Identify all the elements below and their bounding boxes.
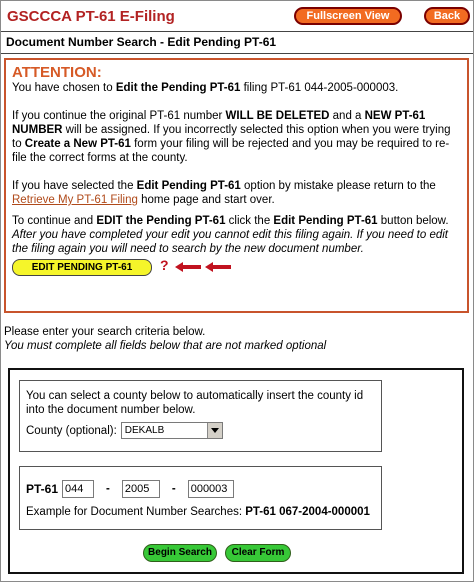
dash-separator: - xyxy=(171,483,176,495)
back-button[interactable]: Back xyxy=(424,7,470,25)
county-id-input[interactable]: 044 xyxy=(62,480,94,498)
left-arrow-icon xyxy=(205,261,231,273)
county-selected-value: DEKALB xyxy=(124,425,165,436)
search-form xyxy=(8,368,464,574)
document-number-input[interactable]: 000003 xyxy=(188,480,234,498)
retrieve-filing-link[interactable]: Retrieve My PT-61 Filing xyxy=(12,194,138,206)
edit-pending-pt61-button[interactable]: EDIT PENDING PT-61 xyxy=(12,259,152,276)
search-criteria-text xyxy=(4,325,326,353)
attention-title: ATTENTION: xyxy=(12,64,102,81)
attention-paragraph-3: If you have selected the Edit Pending PT-61 option by mistake please return to the Retrieve My PT-61 Filing home page and start over. xyxy=(12,180,436,206)
left-arrow-icon xyxy=(175,261,201,273)
chevron-down-icon[interactable] xyxy=(207,423,222,438)
attention-panel xyxy=(4,58,469,313)
begin-search-button[interactable]: Begin Search xyxy=(143,544,217,562)
pt61-number-box xyxy=(19,466,382,530)
example-text: Example for Document Number Searches: PT-61 067-2004-000001 xyxy=(26,506,370,518)
attention-paragraph-1: You have chosen to Edit the Pending PT-61 filing PT-61 044-2005-000003. xyxy=(12,82,399,94)
question-mark-icon: ? xyxy=(160,257,169,273)
criteria-line-1: Please enter your search criteria below. xyxy=(4,326,206,338)
county-select[interactable] xyxy=(121,422,223,439)
header-divider xyxy=(1,31,473,32)
county-instructions: You can select a county below to automatically insert the county id into the document number below. xyxy=(26,390,364,416)
title-divider xyxy=(1,53,473,54)
attention-paragraph-4: To continue and EDIT the Pending PT-61 click the Edit Pending PT-61 button below. After you have completed your edit you cannot edit this filing again. If you need to edit the filing again you will need to search by the new document number. xyxy=(12,215,449,255)
clear-form-button[interactable]: Clear Form xyxy=(225,544,291,562)
dash-separator: - xyxy=(106,483,110,495)
county-label: County (optional): xyxy=(26,424,117,437)
page-title: Document Number Search - Edit Pending PT-61 xyxy=(6,35,277,49)
county-box xyxy=(19,380,382,452)
header xyxy=(1,1,473,31)
edit-button-row xyxy=(12,259,461,281)
attention-paragraph-2: If you continue the original PT-61 number WILL BE DELETED and a NEW PT-61 NUMBER will be assigned. If you incorrectly selected this option when you were trying to Create a New PT-61 form your filing will be rejected and you may be required to re-file the correct forms at the county. xyxy=(12,110,451,164)
year-input[interactable]: 2005 xyxy=(122,480,160,498)
app-title: GSCCCA PT-61 E-Filing xyxy=(7,8,175,25)
fullscreen-view-button[interactable]: Fullscreen View xyxy=(294,7,402,25)
pt61-label: PT-61 xyxy=(26,482,59,496)
criteria-line-2: You must complete all fields below that are not marked optional xyxy=(4,340,327,352)
